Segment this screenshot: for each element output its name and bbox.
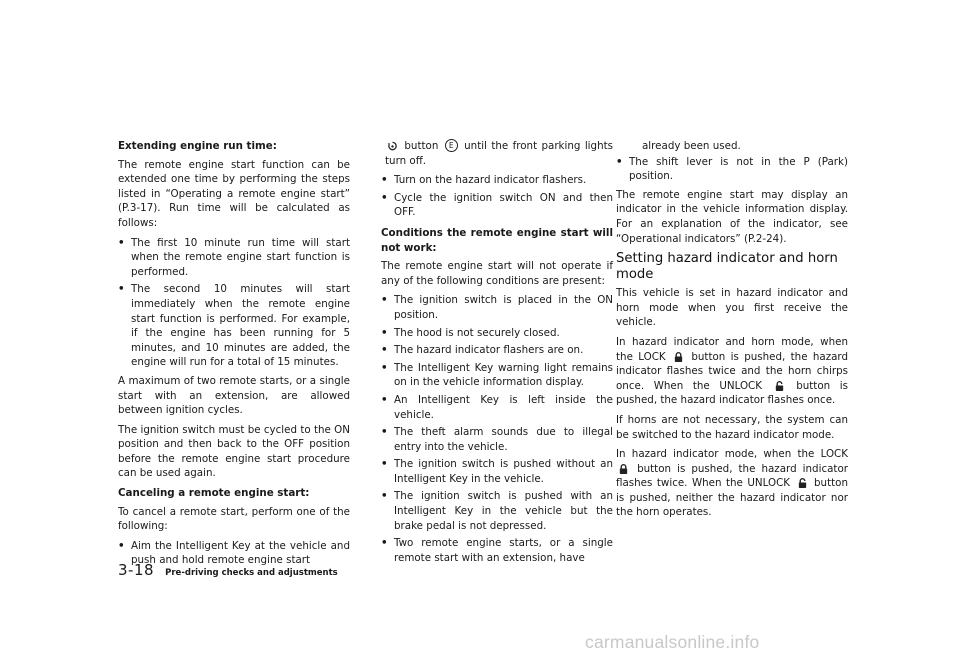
maximum-text: A maximum of two remote starts, or a single start with an extension, are allowed between ignition cycles.: [118, 374, 350, 417]
page-footer: [118, 560, 338, 579]
list-item: [616, 155, 848, 184]
list-item-text: The ignition switch is pushed with an Intelligent Key in the vehicle but the brake pedal is not depressed.: [394, 490, 613, 532]
continued-rest: until the front parking lights turn off.: [385, 140, 614, 167]
hazard-text-2a: In hazard indicator and horn mode, when the LOCK: [616, 335, 848, 363]
bullet-icon: •: [381, 326, 388, 339]
list-item-text: The hazard indicator flashers are on.: [394, 344, 584, 357]
list-item-text: Two remote engine starts, or a single remote start with an extension, have: [394, 537, 613, 564]
list-item: [381, 489, 613, 533]
conditions-heading: Conditions the remote engine start will not work:: [381, 226, 613, 254]
ignition-text: The ignition switch must be cycled to the ON position and then back to the OFF position before the remote engine start procedure can be used again.: [118, 423, 350, 480]
watermark: carmanualsonline.info: [585, 632, 760, 652]
bullet-icon: •: [381, 294, 388, 307]
continued-button-word: button: [404, 140, 439, 152]
list-item: [381, 191, 613, 220]
list-item-text: Turn on the hazard indicator flashers.: [394, 174, 587, 187]
bullet-icon: •: [381, 490, 388, 503]
list-item-text: The hood is not securely closed.: [394, 326, 560, 339]
bullet-icon: •: [381, 174, 388, 187]
hazard-heading: Setting hazard indicator and horn mode: [616, 251, 838, 283]
bullet-icon: •: [381, 458, 388, 471]
list-item: [381, 457, 613, 486]
list-item-text: Cycle the ignition switch ON and then OFF.: [394, 191, 613, 219]
column-1: [118, 139, 350, 571]
list-item-text: Aim the Intelligent Key at the vehicle and push and hold remote engine start: [131, 539, 350, 567]
hazard-text-2c: button is pushed, the hazard indicator flashes once.: [616, 379, 848, 407]
list-item: [381, 173, 613, 188]
list-item-text: The Intelligent Key warning light remains on in the vehicle information display.: [394, 361, 613, 389]
bullet-icon: •: [381, 191, 388, 204]
unlock-icon: [774, 380, 785, 392]
list-item: [381, 361, 613, 390]
hazard-text-2: [616, 335, 848, 408]
column-3: [616, 139, 848, 525]
hazard-text-4c: button is pushed, neither the hazard indicator nor the horn operates.: [616, 477, 848, 519]
lock-icon: [673, 351, 684, 363]
list-item: [381, 326, 613, 341]
column-2: [381, 139, 613, 568]
list-item-text: The first 10 minute run time will start when the remote engine start function is performed.: [131, 236, 350, 278]
list-item: [381, 343, 613, 358]
bullet-icon: •: [118, 236, 125, 249]
page-number: 3-18: [118, 561, 155, 579]
extending-text: The remote engine start function can be extended one time by performing the steps listed in “Operating a remote engine start” (P.3-17). Run time will be calculated as follows:: [118, 158, 350, 229]
hazard-text-4: [616, 447, 848, 520]
list-item: [381, 536, 613, 565]
lock-icon: [618, 463, 629, 475]
extending-heading: Extending engine run time:: [118, 140, 277, 152]
circled-e-icon: E: [445, 139, 458, 152]
bullet-icon: •: [381, 393, 388, 406]
conditions-text: The remote engine start will not operate if any of the following conditions are present:: [381, 260, 613, 287]
list-item-text: An Intelligent Key is left inside the vehicle.: [394, 393, 613, 421]
list-item: [381, 393, 613, 422]
list-item: [381, 293, 613, 322]
continued-text: already been used.: [642, 140, 741, 152]
list-item-text: The shift lever is not in the P (Park) position.: [629, 155, 848, 183]
hazard-text-1: This vehicle is set in hazard indicator and horn mode when you first receive the vehicle.: [616, 287, 848, 329]
list-item-text: The theft alarm sounds due to illegal entry into the vehicle.: [394, 426, 613, 453]
hazard-text-2b: button is pushed, the hazard indicator flashes twice and the horn chirps once. When the UNLOCK: [616, 350, 848, 392]
bullet-icon: •: [118, 283, 125, 296]
continued-text: [381, 139, 613, 168]
bullet-icon: •: [616, 155, 623, 168]
list-item-text: The ignition switch is pushed without an Intelligent Key in the vehicle.: [394, 458, 613, 485]
list-item: [381, 425, 613, 454]
canceling-heading: Canceling a remote engine start:: [118, 487, 310, 500]
remote-start-icon: [387, 140, 398, 152]
bullet-icon: •: [381, 426, 388, 439]
bullet-icon: •: [381, 361, 388, 374]
hazard-text-4a: In hazard indicator mode, when the LOCK: [616, 448, 848, 461]
bullet-icon: •: [118, 539, 125, 552]
section-title: Pre-driving checks and adjustments: [165, 568, 338, 578]
list-item: [118, 236, 350, 280]
list-item: [118, 282, 350, 370]
hazard-text-3: If horns are not necessary, the system can be switched to the hazard indicator mode.: [616, 413, 848, 441]
bullet-icon: •: [381, 537, 388, 550]
canceling-text: To cancel a remote start, perform one of the following:: [118, 505, 350, 533]
list-item-text: The second 10 minutes will start immediately when the remote engine start function is performed. For example, if the engine has been running for 5 minutes, and 10 minutes are added, the engine will run for a total of 15 minutes.: [131, 283, 350, 369]
list-item-text: The ignition switch is placed in the ON position.: [394, 294, 613, 321]
hazard-text-4b: button is pushed, the hazard indicator flashes twice. When the UNLOCK: [616, 462, 848, 490]
bullet-icon: •: [381, 344, 388, 357]
unlock-icon: [797, 477, 808, 489]
display-text: The remote engine start may display an indicator in the vehicle information display. For an explanation of the indicator, see “Operational indicators” (P.2-24).: [616, 188, 848, 245]
